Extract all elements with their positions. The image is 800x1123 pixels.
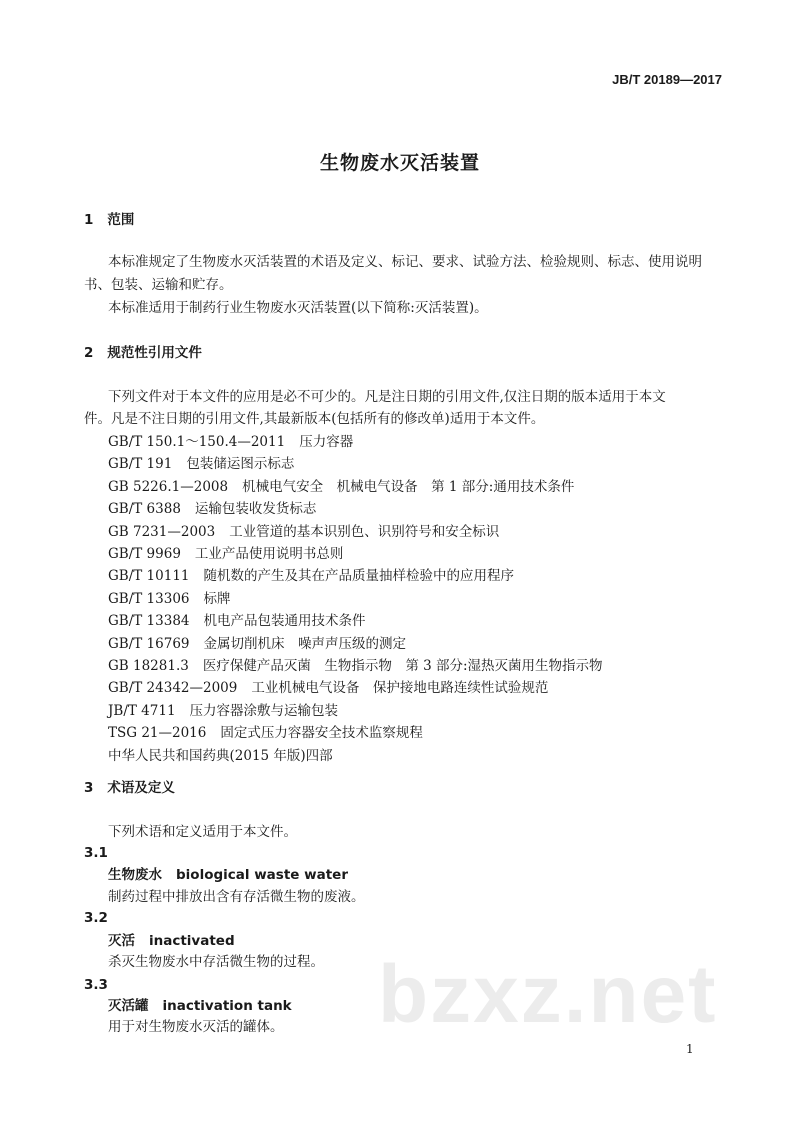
term-en: inactivation tank — [162, 998, 292, 1014]
section-number: 3 — [84, 780, 94, 796]
section-number: 2 — [84, 345, 94, 361]
section-1-heading — [84, 211, 134, 229]
section-title: 术语及定义 — [107, 780, 175, 796]
section-3-heading — [84, 779, 175, 797]
paragraph: 本标准规定了生物废水灭活装置的术语及定义、标记、要求、试验方法、检验规则、标志、使用说明 — [108, 254, 702, 270]
reference-title: 机电产品包装通用技术条件 — [203, 613, 366, 630]
reference-title: 压力容器涂敷与运输包装 — [189, 702, 339, 719]
reference-code: GB/T 24342—2009 — [108, 680, 238, 697]
reference-title: 压力容器 — [299, 434, 354, 450]
paragraph: 书、包装、运输和贮存。 — [84, 277, 233, 293]
term-zh: 灭活罐 — [108, 998, 149, 1014]
reference-item — [108, 523, 499, 541]
reference-item — [108, 567, 514, 585]
reference-item — [108, 635, 406, 653]
reference-code: 中华人民共和国药典(2015 年版)四部 — [108, 747, 333, 764]
page-number: 1 — [686, 1042, 694, 1056]
section-number: 1 — [84, 212, 94, 228]
reference-title: 工业管道的基本识别色、识别符号和安全标识 — [229, 523, 500, 540]
reference-code: GB/T 13384 — [108, 613, 190, 630]
term-heading — [108, 997, 292, 1015]
term-zh: 生物废水 — [108, 867, 162, 883]
reference-item — [108, 478, 574, 496]
reference-title: 包装储运图示标志 — [186, 456, 295, 473]
reference-title: 运输包装收发货标志 — [194, 501, 317, 518]
reference-title: 医疗保健产品灭菌 生物指示物 第 3 部分:湿热灭菌用生物指示物 — [202, 658, 603, 674]
reference-title: 标牌 — [203, 590, 231, 607]
reference-title: 固定式压力容器安全技术监察规程 — [220, 725, 423, 742]
reference-code: JB/T 4711 — [108, 702, 176, 719]
reference-title: 工业机械电气设备 保护接地电路连续性试验规范 — [251, 680, 549, 697]
reference-item — [108, 657, 603, 675]
reference-item — [108, 747, 333, 765]
reference-code: GB 7231—2003 — [108, 523, 216, 540]
standard-number: JB/T 20189—2017 — [612, 72, 722, 87]
term-en: biological waste water — [176, 867, 348, 883]
reference-item — [108, 724, 423, 742]
term-en: inactivated — [149, 933, 235, 949]
term-definition: 杀灭生物废水中存活微生物的过程。 — [108, 954, 324, 970]
section-title: 规范性引用文件 — [107, 345, 202, 361]
term-zh: 灭活 — [108, 933, 135, 949]
paragraph: 件。凡是不注日期的引用文件,其最新版本(包括所有的修改单)适用于本文件。 — [84, 411, 545, 427]
watermark: bzxz.net — [378, 949, 718, 1040]
paragraph: 下列文件对于本文件的应用是必不可少的。凡是注日期的引用文件,仅注日期的版本适用于本文 — [108, 389, 666, 405]
reference-code: TSG 21—2016 — [108, 725, 207, 742]
term-heading — [108, 932, 235, 950]
reference-item — [108, 702, 338, 720]
reference-code: GB/T 10111 — [108, 568, 190, 585]
reference-code: GB 5226.1—2008 — [108, 478, 229, 495]
reference-item — [108, 433, 353, 451]
reference-code: GB/T 9969 — [108, 546, 181, 562]
term-number: 3.2 — [84, 910, 108, 926]
term-definition: 制药过程中排放出含有存活微生物的废液。 — [108, 889, 365, 905]
reference-title: 机械电气安全 机械电气设备 第 1 部分:通用技术条件 — [242, 478, 575, 495]
paragraph: 本标准适用于制药行业生物废水灭活装置(以下简称:灭活装置)。 — [108, 300, 488, 316]
reference-code: GB/T 13306 — [108, 590, 190, 607]
reference-item — [108, 545, 343, 563]
reference-title: 工业产品使用说明书总则 — [194, 546, 344, 562]
reference-item — [108, 500, 316, 518]
reference-item — [108, 455, 294, 473]
term-number: 3.3 — [84, 977, 108, 993]
reference-item — [108, 590, 231, 608]
reference-title: 金属切削机床 噪声声压级的测定 — [203, 635, 406, 652]
reference-code: GB/T 150.1～150.4—2011 — [108, 434, 286, 450]
reference-code: GB/T 191 — [108, 456, 173, 473]
term-heading — [108, 866, 348, 884]
reference-item — [108, 679, 548, 697]
paragraph: 下列术语和定义适用于本文件。 — [108, 824, 297, 840]
term-number: 3.1 — [84, 845, 108, 861]
reference-code: GB/T 6388 — [108, 501, 181, 518]
reference-code: GB 18281.3 — [108, 658, 189, 674]
reference-title: 随机数的产生及其在产品质量抽样检验中的应用程序 — [203, 568, 514, 585]
reference-item — [108, 612, 366, 630]
section-2-heading — [84, 344, 202, 362]
reference-code: GB/T 16769 — [108, 635, 190, 652]
term-definition: 用于对生物废水灭活的罐体。 — [108, 1019, 284, 1035]
section-title: 范围 — [107, 212, 135, 228]
document-title: 生物废水灭活装置 — [319, 152, 480, 174]
